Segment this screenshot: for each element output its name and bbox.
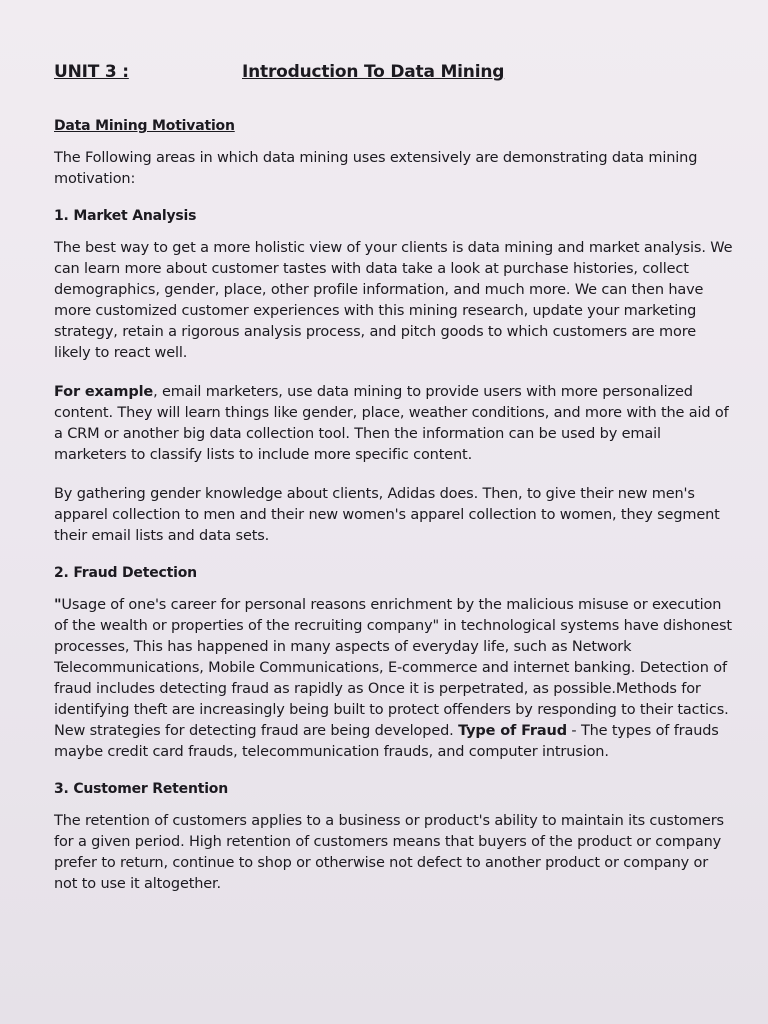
adidas-paragraph: By gathering gender knowledge about clients, Adidas does. Then, to give their new men's apparel collection to men and their new women's apparel collection to women, they segment their email lists and data sets. — [54, 486, 720, 544]
open-quote-mark: " — [54, 597, 62, 613]
type-of-fraud-text: - The types of frauds maybe credit card frauds, telecommunication frauds, and computer intrusion. — [54, 723, 719, 760]
example-text: , email marketers, use data mining to provide users with more personalized content. They will learn things like gender, place, weather conditions, and more with the aid of a CRM or another big data collection tool. Then the information can be used by email marketers to classify lists to include more specific content. — [54, 384, 729, 463]
document-page — [54, 62, 734, 913]
customer-retention-heading: 3. Customer Retention — [54, 781, 228, 797]
market-analysis-paragraph: The best way to get a more holistic view of your clients is data mining and market analysis. We can learn more about customer tastes with data take a look at purchase histories, collect demographics, gender, place, other profile information, and much more. We can then have more customized customer experiences with this mining research, update your marketing strategy, retain a rigorous analysis process, and pitch goods to which customers are more likely to react well. — [54, 240, 733, 361]
document-header — [54, 62, 734, 90]
fraud-detection-heading: 2. Fraud Detection — [54, 565, 197, 581]
customer-retention-paragraph: The retention of customers applies to a business or product's ability to maintain its customers for a given period. High retention of customers means that buyers of the product or company prefer to return, continue to shop or otherwise not defect to another product or company or not to use it altogether. — [54, 813, 724, 892]
document-title: Introduction To Data Mining — [242, 62, 505, 82]
intro-paragraph: The Following areas in which data mining uses extensively are demonstrating data mining motivation: — [54, 150, 698, 187]
fraud-main-text: Usage of one's career for personal reasons enrichment by the malicious misuse or execution of the wealth or properties of the recruiting company" in technological systems have dishonest processes, This has happened in many aspects of everyday life, such as Network Telecommunications, Mobile Communications, E-commerce and internet banking. Detection of fraud includes detecting fraud as rapidly as Once it is perpetrated, as possible.Methods for identifying theft are increasingly being built to protect offenders by responding to their tactics. New strategies for detecting fraud are being developed. — [54, 597, 732, 739]
section-heading: Data Mining Motivation — [54, 118, 235, 134]
fraud-detection-paragraph — [54, 595, 734, 763]
example-paragraph — [54, 382, 734, 466]
example-label: For example — [54, 384, 154, 400]
unit-label: UNIT 3 : — [54, 62, 129, 82]
market-analysis-heading: 1. Market Analysis — [54, 208, 197, 224]
type-of-fraud-label: Type of Fraud — [458, 723, 567, 739]
